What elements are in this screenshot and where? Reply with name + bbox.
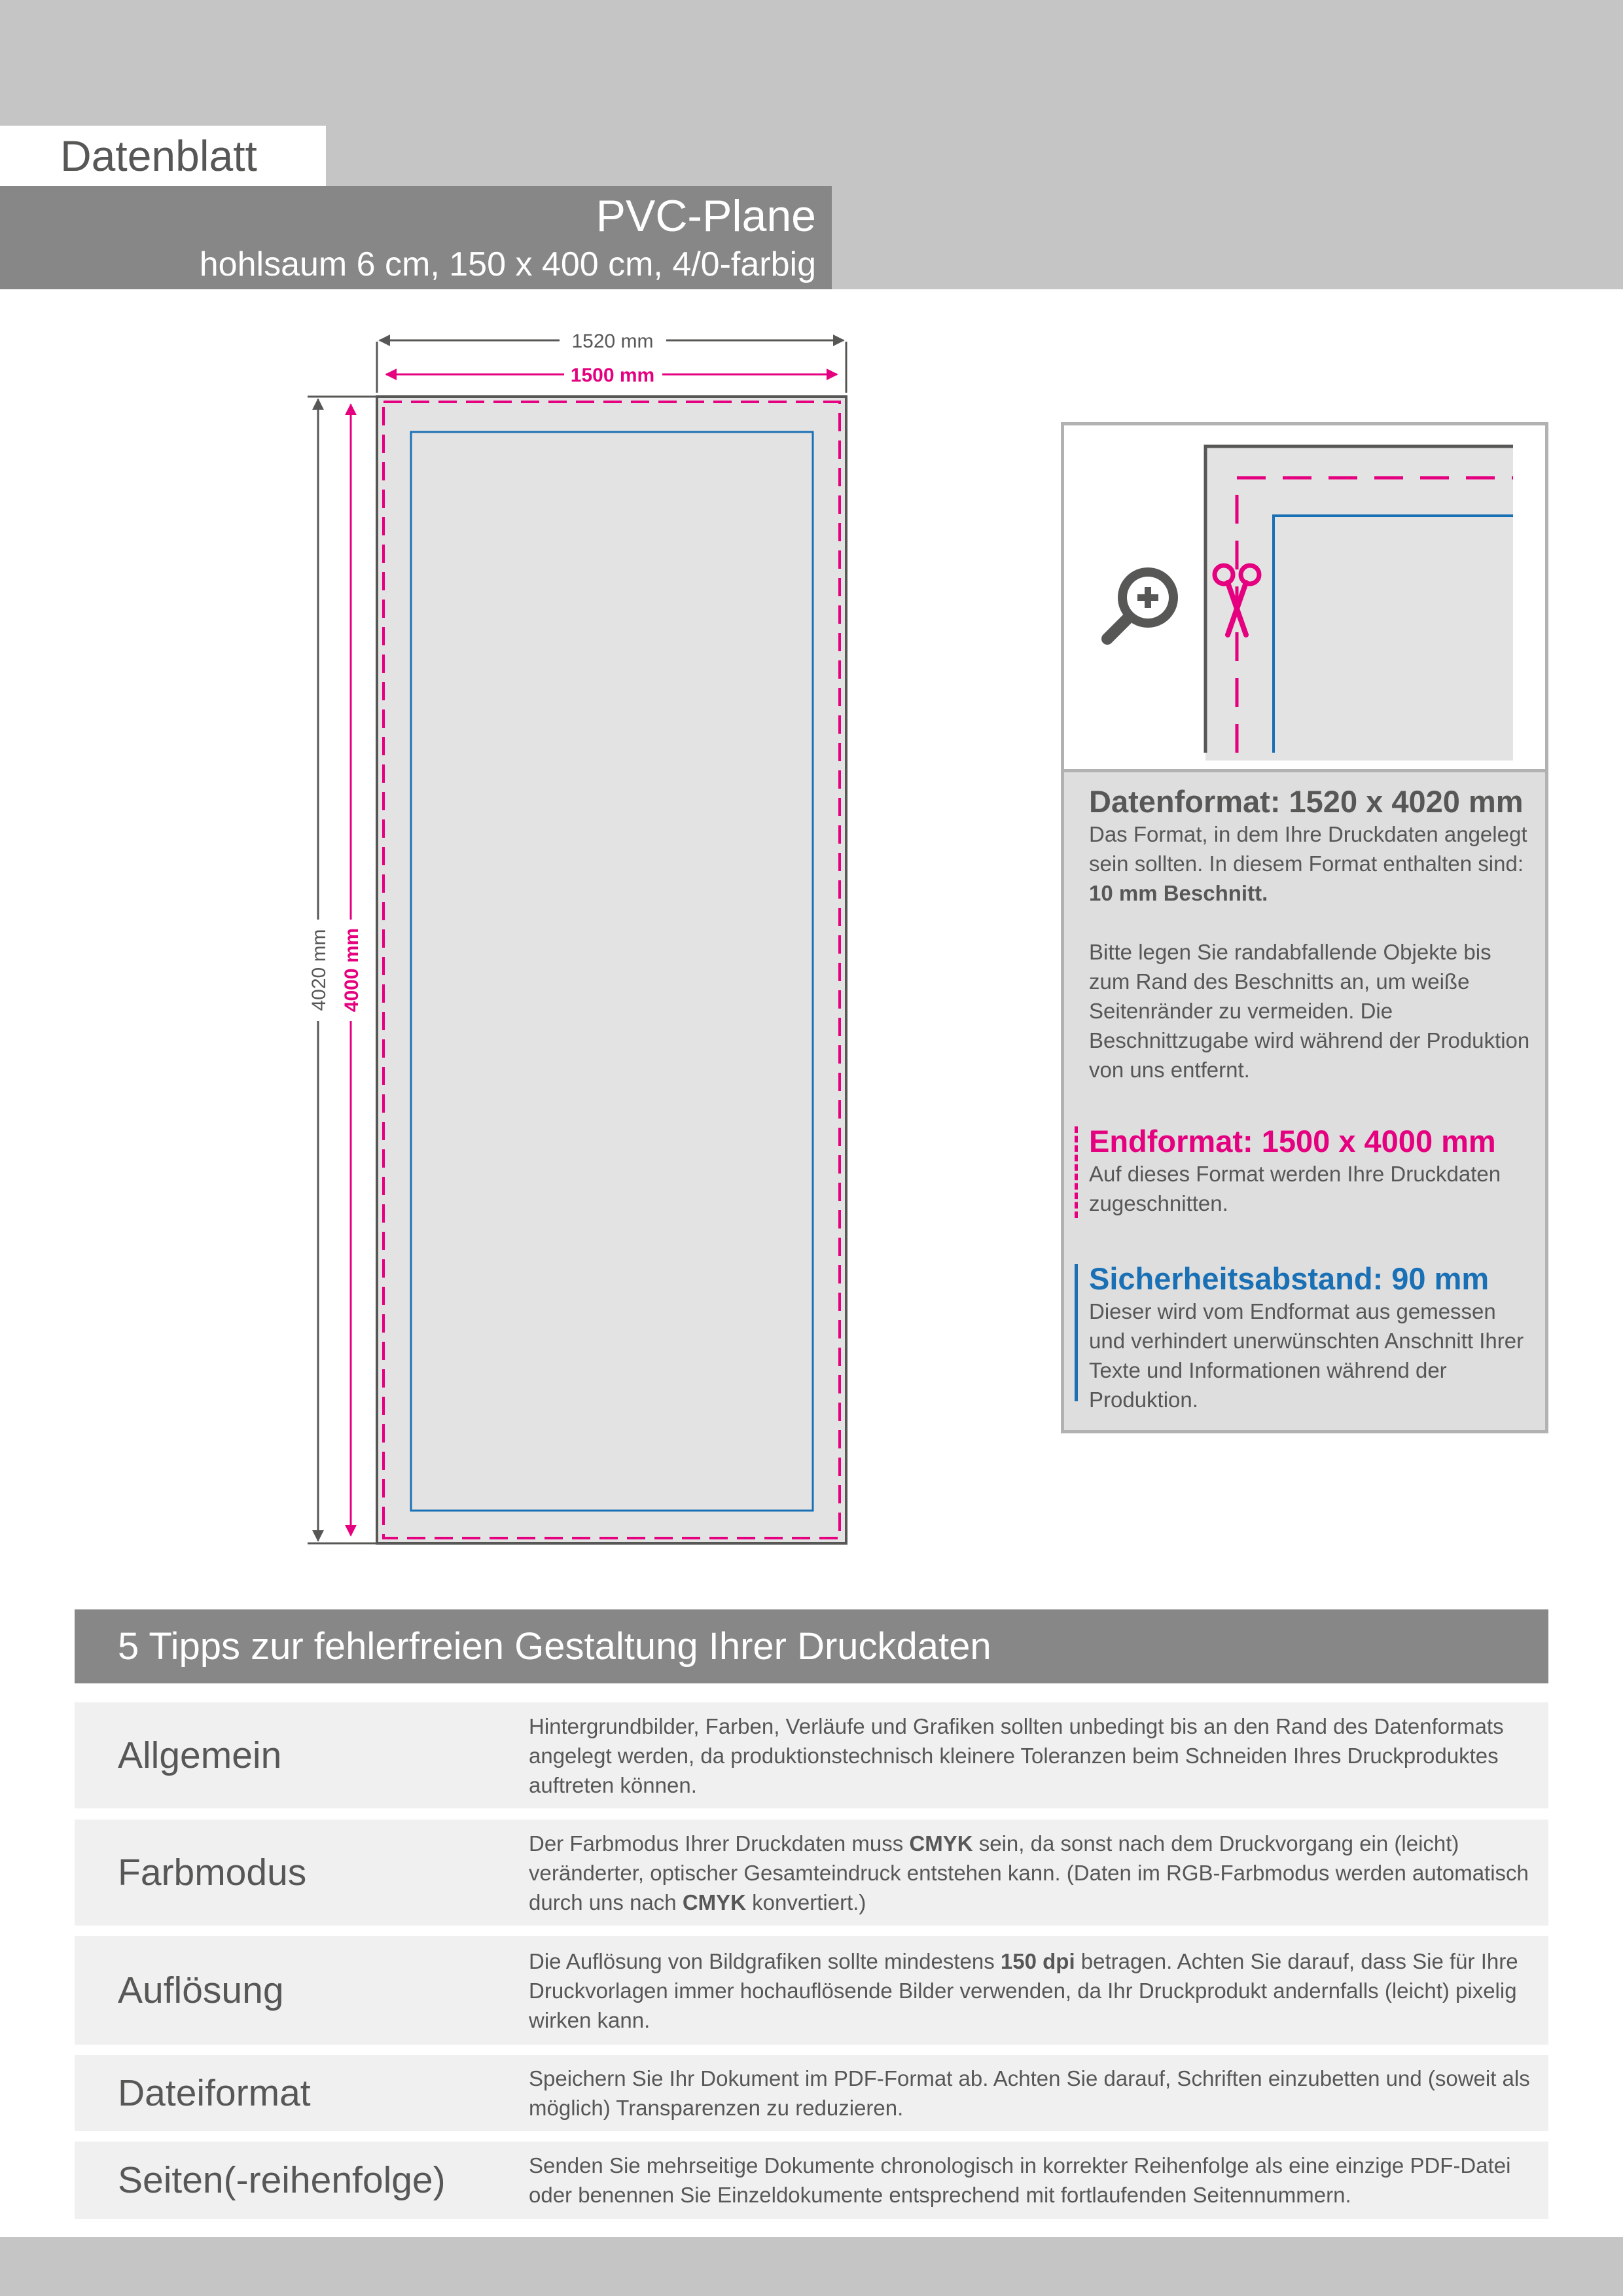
magnifier-plus-icon <box>1107 567 1178 639</box>
tip-text: Senden Sie mehrseitige Dokumente chronologisch in korrekter Reihenfolge als eine einzige PDF-Datei oder benennen Sie Einzeldokumente entsprechend mit fortlaufenden Seitennummern. <box>529 2153 1511 2207</box>
width-final-label: 1500 mm <box>570 365 655 386</box>
tip-label: Auflösung <box>118 1969 284 2011</box>
datenblatt-tab: Datenblatt <box>0 126 326 186</box>
sicherheitsabstand-section <box>1089 1261 1534 1414</box>
product-title: PVC-Plane <box>596 191 816 241</box>
tip-text: Hintergrundbilder, Farben, Verläufe und Grafiken sollten unbedingt bis an den Rand des Datenformats angelegt werden, da produktionstechnisch kleinere Toleranzen beim Schneiden Ihres Druckproduktes auftreten können. <box>529 1713 1504 1797</box>
datenformat-title: Datenformat: 1520 x 4020 mm <box>1089 784 1524 819</box>
tip-label: Dateiformat <box>118 2072 311 2114</box>
endformat-section <box>1089 1124 1534 1218</box>
datenformat-section <box>1089 784 1534 1085</box>
tip-row <box>75 2142 1548 2219</box>
endformat-title: Endformat: 1500 x 4000 mm <box>1089 1124 1496 1158</box>
tip-row <box>75 1936 1548 2045</box>
tip-text: Die Auflösung von Bildgrafiken sollte mindestens 150 dpi betragen. Achten Sie darauf, dass Sie für Ihre Druckvorlagen immer hochauflösende Bilder verwenden, da Ihr Druckprodukt andernfalls (leicht) pixelig wirken kann. <box>529 1948 1518 2032</box>
bottom-band <box>0 2237 1623 2296</box>
width-outer-label: 1520 mm <box>571 331 654 352</box>
product-subtitle: hohlsaum 6 cm, 150 x 400 cm, 4/0-farbig <box>199 245 816 283</box>
info-box <box>1061 422 1548 1433</box>
sicherheitsabstand-text: Dieser wird vom Endformat aus gemessen und verhindert unerwünschten Anschnitt Ihrer Texte und Informationen während der Produktion. <box>1089 1299 1524 1412</box>
sicherheitsabstand-marker <box>1075 1264 1078 1401</box>
datenformat-text-1: Das Format, in dem Ihre Druckdaten angelegt sein sollten. In diesem Format enthalten sind: 10 mm Beschnitt. <box>1089 822 1527 905</box>
info-text-panel <box>1064 769 1545 1430</box>
tip-label: Seiten(-reihenfolge) <box>118 2159 446 2201</box>
height-outer-label: 4020 mm <box>308 929 330 1011</box>
sicherheitsabstand-title: Sicherheitsabstand: 90 mm <box>1089 1261 1489 1296</box>
zoom-detail <box>1064 425 1545 769</box>
tip-text: Speichern Sie Ihr Dokument im PDF-Format ab. Achten Sie darauf, Schriften einzubetten und (soweit als möglich) Transparenzen zu reduzieren. <box>529 2066 1530 2120</box>
tip-text: Der Farbmodus Ihrer Druckdaten muss CMYK sein, da sonst nach dem Druckvorgang ein (leicht) veränderter, optischer Gesamteindruck entstehen kann. (Daten im RGB-Farbmodus werden automatisch durch uns nach CMYK konvertiert.) <box>529 1831 1529 1914</box>
tip-label: Allgemein <box>118 1734 282 1776</box>
datenformat-text-2: Bitte legen Sie randabfallende Objekte bis zum Rand des Beschnitts an, um weiße Seitenränder zu vermeiden. Die Beschnittzugabe wird während der Produktion von uns entfernt. <box>1089 940 1530 1082</box>
datenformat-rect <box>377 397 846 1543</box>
height-final-label: 4000 mm <box>341 927 363 1013</box>
tip-row <box>75 2055 1548 2131</box>
tip-row <box>75 1820 1548 1926</box>
tips-header: 5 Tipps zur fehlerfreien Gestaltung Ihrer Druckdaten <box>75 1609 1548 1683</box>
endformat-text: Auf dieses Format werden Ihre Druckdaten zugeschnitten. <box>1089 1162 1501 1215</box>
tip-row <box>75 1702 1548 1808</box>
tip-label: Farbmodus <box>118 1852 307 1893</box>
endformat-marker <box>1075 1126 1078 1218</box>
